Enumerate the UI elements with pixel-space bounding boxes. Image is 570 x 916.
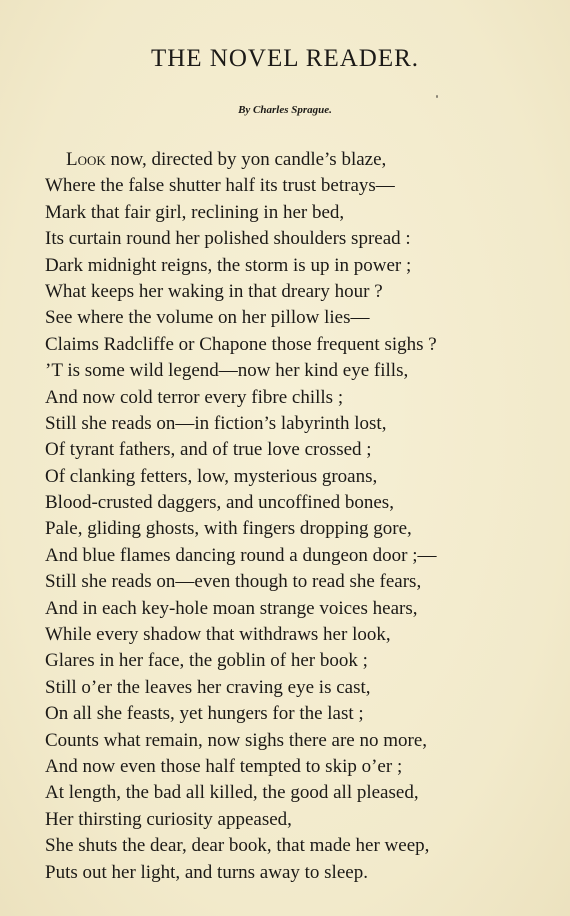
- poem-line-4: Its curtain round her polished shoulders spread :: [45, 228, 411, 250]
- drop-word: Look: [66, 149, 106, 170]
- poem-line-24: And now even those half tempted to skip o’er ;: [45, 755, 403, 777]
- poem-line-25: At length, the bad all killed, the good all pleased,: [45, 782, 419, 804]
- poem-line-20: Glares in her face, the goblin of her book ;: [45, 650, 368, 672]
- poem-line-3: Mark that fair girl, reclining in her bed,: [45, 201, 345, 223]
- poem-line-19: While every shadow that withdraws her look,: [45, 624, 391, 646]
- poem-line-1: [45, 147, 545, 173]
- poem-line-18: And in each key-hole moan strange voices hears,: [45, 597, 418, 619]
- poem-line-16: And blue flames dancing round a dungeon door ;—: [45, 544, 437, 566]
- poem-byline: By Charles Sprague.: [238, 104, 332, 116]
- page-speck: [436, 95, 438, 98]
- first-line-rest: now, directed by yon candle’s blaze,: [105, 149, 387, 170]
- poem-line-9: ’T is some wild legend—now her kind eye fills,: [45, 360, 409, 382]
- poem-line-26: Her thirsting curiosity appeased,: [45, 808, 292, 830]
- poem-line-6: What keeps her waking in that dreary hour ?: [45, 280, 383, 302]
- poem-line-10: And now cold terror every fibre chills ;: [45, 386, 344, 408]
- poem-line-27: She shuts the dear, dear book, that made her weep,: [45, 835, 430, 857]
- poem-line-14: Blood-crusted daggers, and uncoffined bones,: [45, 492, 394, 514]
- poem-line-13: Of clanking fetters, low, mysterious groans,: [45, 465, 378, 487]
- poem-line-15: Pale, gliding ghosts, with fingers dropping gore,: [45, 518, 412, 540]
- poem-line-22: On all she feasts, yet hungers for the last ;: [45, 703, 364, 725]
- poem-line-17: Still she reads on—even though to read she fears,: [45, 571, 422, 593]
- poem-line-28: Puts out her light, and turns away to sleep.: [45, 861, 368, 883]
- poem-line-8: Claims Radcliffe or Chapone those frequent sighs ?: [45, 333, 437, 355]
- poem-line-5: Dark midnight reigns, the storm is up in power ;: [45, 254, 412, 276]
- poem-line-2: Where the false shutter half its trust betrays—: [45, 175, 395, 197]
- poem-title: THE NOVEL READER.: [150, 45, 420, 72]
- poem-line-7: See where the volume on her pillow lies—: [45, 307, 370, 329]
- poem-line-21: Still o’er the leaves her craving eye is cast,: [45, 676, 371, 698]
- poem-body: [45, 147, 545, 886]
- poem-line-12: Of tyrant fathers, and of true love crossed ;: [45, 439, 372, 461]
- poem-line-23: Counts what remain, now sighs there are no more,: [45, 729, 428, 751]
- poem-line-11: Still she reads on—in fiction’s labyrinth lost,: [45, 412, 387, 434]
